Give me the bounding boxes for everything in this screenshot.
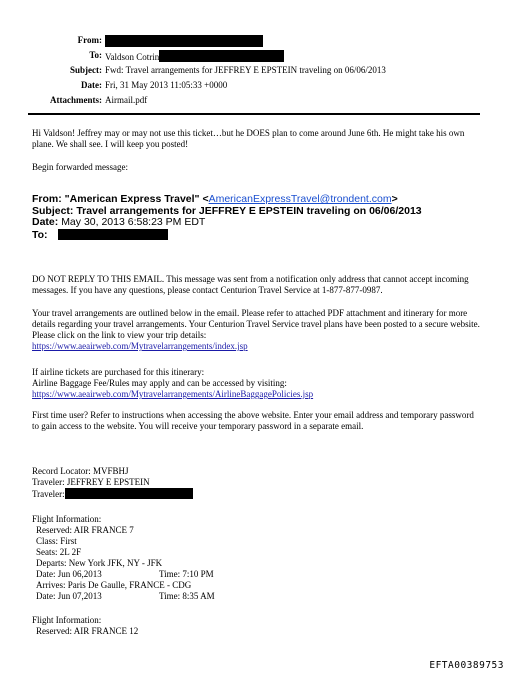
begin-forwarded-text: Begin forwarded message:	[32, 162, 128, 172]
fwd-from-label: From:	[32, 193, 62, 205]
flight-depart-time: Time: 7:10 PM	[159, 569, 214, 579]
flight-info-1	[32, 514, 492, 602]
redaction-box	[105, 35, 263, 47]
fwd-subject-label: Subject:	[32, 204, 74, 217]
fwd-to-row	[32, 229, 502, 242]
intro-text: Hi Valdson! Jeffrey may or may not use this ticket…but he DOES plan to come around June 6th. He might take his own plane. We shall see. I will keep you posted!	[32, 128, 465, 149]
fwd-date-row	[32, 217, 502, 229]
fwd-subject-value: Travel arrangements for JEFFREY E EPSTEIN traveling on 06/06/2013	[76, 204, 422, 217]
date-row	[0, 80, 512, 95]
arrangements-text: Your travel arrangements are outlined below in the email. Please refer to attached PDF attachment and itinerary for more details regarding your travel arrangements. Your Centurion Travel Service travel plans have been posted to a secure website. Please click on the link to view your trip details:	[32, 308, 480, 340]
record-section	[32, 466, 492, 500]
tickets-paragraph	[32, 367, 492, 400]
fwd-from-close: >	[391, 193, 398, 205]
notice-text: DO NOT REPLY TO THIS EMAIL. This message was sent from a notification only address that cannot accept incoming messages. If you have any questions, please contact Centurion Travel Service at 1-877-877-0987.	[32, 274, 469, 295]
fwd-date-label: Date:	[32, 216, 59, 228]
first-time-text: First time user? Refer to instructions when accessing the above website. Enter your email address and temporary password to gain access to the website. You will receive your temporary password in a separate email.	[32, 410, 474, 431]
to-name: Valdson Cotrin	[105, 52, 160, 62]
record-locator: Record Locator: MVFBHJ	[32, 466, 129, 476]
date-label: Date:	[81, 80, 102, 90]
flight-reserved: Reserved: AIR FRANCE 7	[36, 525, 134, 535]
attachments-value: Airmail.pdf	[105, 95, 148, 105]
first-time-paragraph	[32, 410, 482, 432]
subject-label: Subject:	[70, 65, 102, 75]
bates-number: EFTA00389753	[429, 660, 504, 671]
baggage-link[interactable]: https://www.aeairweb.com/Mytravelarrangements/AirlineBaggagePolicies.jsp	[32, 389, 314, 399]
flight-class: Class: First	[36, 536, 77, 546]
flight-seats: Seats: 2L 2F	[36, 547, 82, 557]
flight-arrive-date: Date: Jun 07,2013	[36, 591, 102, 601]
flight-arrive-time: Time: 8:35 AM	[159, 591, 215, 601]
header-divider	[28, 113, 480, 115]
redaction-box	[65, 488, 193, 499]
flight-heading: Flight Information:	[32, 514, 102, 524]
tickets-line1: If airline tickets are purchased for this itinerary:	[32, 367, 205, 377]
redaction-box	[58, 229, 168, 240]
fwd-date-value: May 30, 2013 6:58:23 PM EDT	[61, 216, 206, 228]
to-label: To:	[89, 50, 102, 60]
intro-message	[32, 128, 487, 150]
subject-value: Fwd: Travel arrangements for JEFFREY E EPSTEIN traveling on 06/06/2013	[105, 65, 386, 75]
forwarded-header	[32, 194, 502, 241]
from-row	[0, 35, 512, 50]
flight-depart-date: Date: Jun 06,2013	[36, 569, 102, 579]
fwd-to-label: To:	[32, 228, 48, 241]
flight-arrive-datetime	[32, 591, 492, 602]
flight-depart-datetime	[32, 569, 492, 580]
subject-row	[0, 65, 512, 80]
attachments-label: Attachments:	[50, 95, 102, 105]
notice-paragraph	[32, 274, 492, 296]
from-value	[105, 35, 263, 48]
redaction-box	[159, 50, 284, 62]
to-row	[0, 50, 512, 65]
traveler-label: Traveler:	[32, 489, 65, 499]
traveler-named: Traveler: JEFFREY E EPSTEIN	[32, 477, 150, 487]
flight-heading: Flight Information:	[32, 615, 102, 625]
arrangements-link[interactable]: https://www.aeairweb.com/Mytravelarrangements/index.jsp	[32, 341, 248, 351]
date-value: Fri, 31 May 2013 11:05:33 +0000	[105, 80, 228, 90]
begin-forwarded	[32, 162, 492, 173]
traveler-redacted-row	[32, 488, 492, 500]
flight-arrives: Arrives: Paris De Gaulle, FRANCE - CDG	[36, 580, 192, 590]
flight-info-2	[32, 615, 492, 637]
flight-reserved: Reserved: AIR FRANCE 12	[36, 626, 139, 636]
flight-departs: Departs: New York JFK, NY - JFK	[36, 558, 163, 568]
to-value	[105, 50, 284, 63]
attachments-row	[0, 95, 512, 110]
fwd-from-email-link[interactable]: AmericanExpressTravel@trondent.com	[208, 193, 392, 205]
fwd-from-name: "American Express Travel" <	[64, 193, 209, 205]
from-label: From:	[77, 35, 102, 45]
arrangements-paragraph	[32, 308, 492, 352]
tickets-line2: Airline Baggage Fee/Rules may apply and can be accessed by visiting:	[32, 378, 287, 388]
email-header	[0, 35, 512, 110]
